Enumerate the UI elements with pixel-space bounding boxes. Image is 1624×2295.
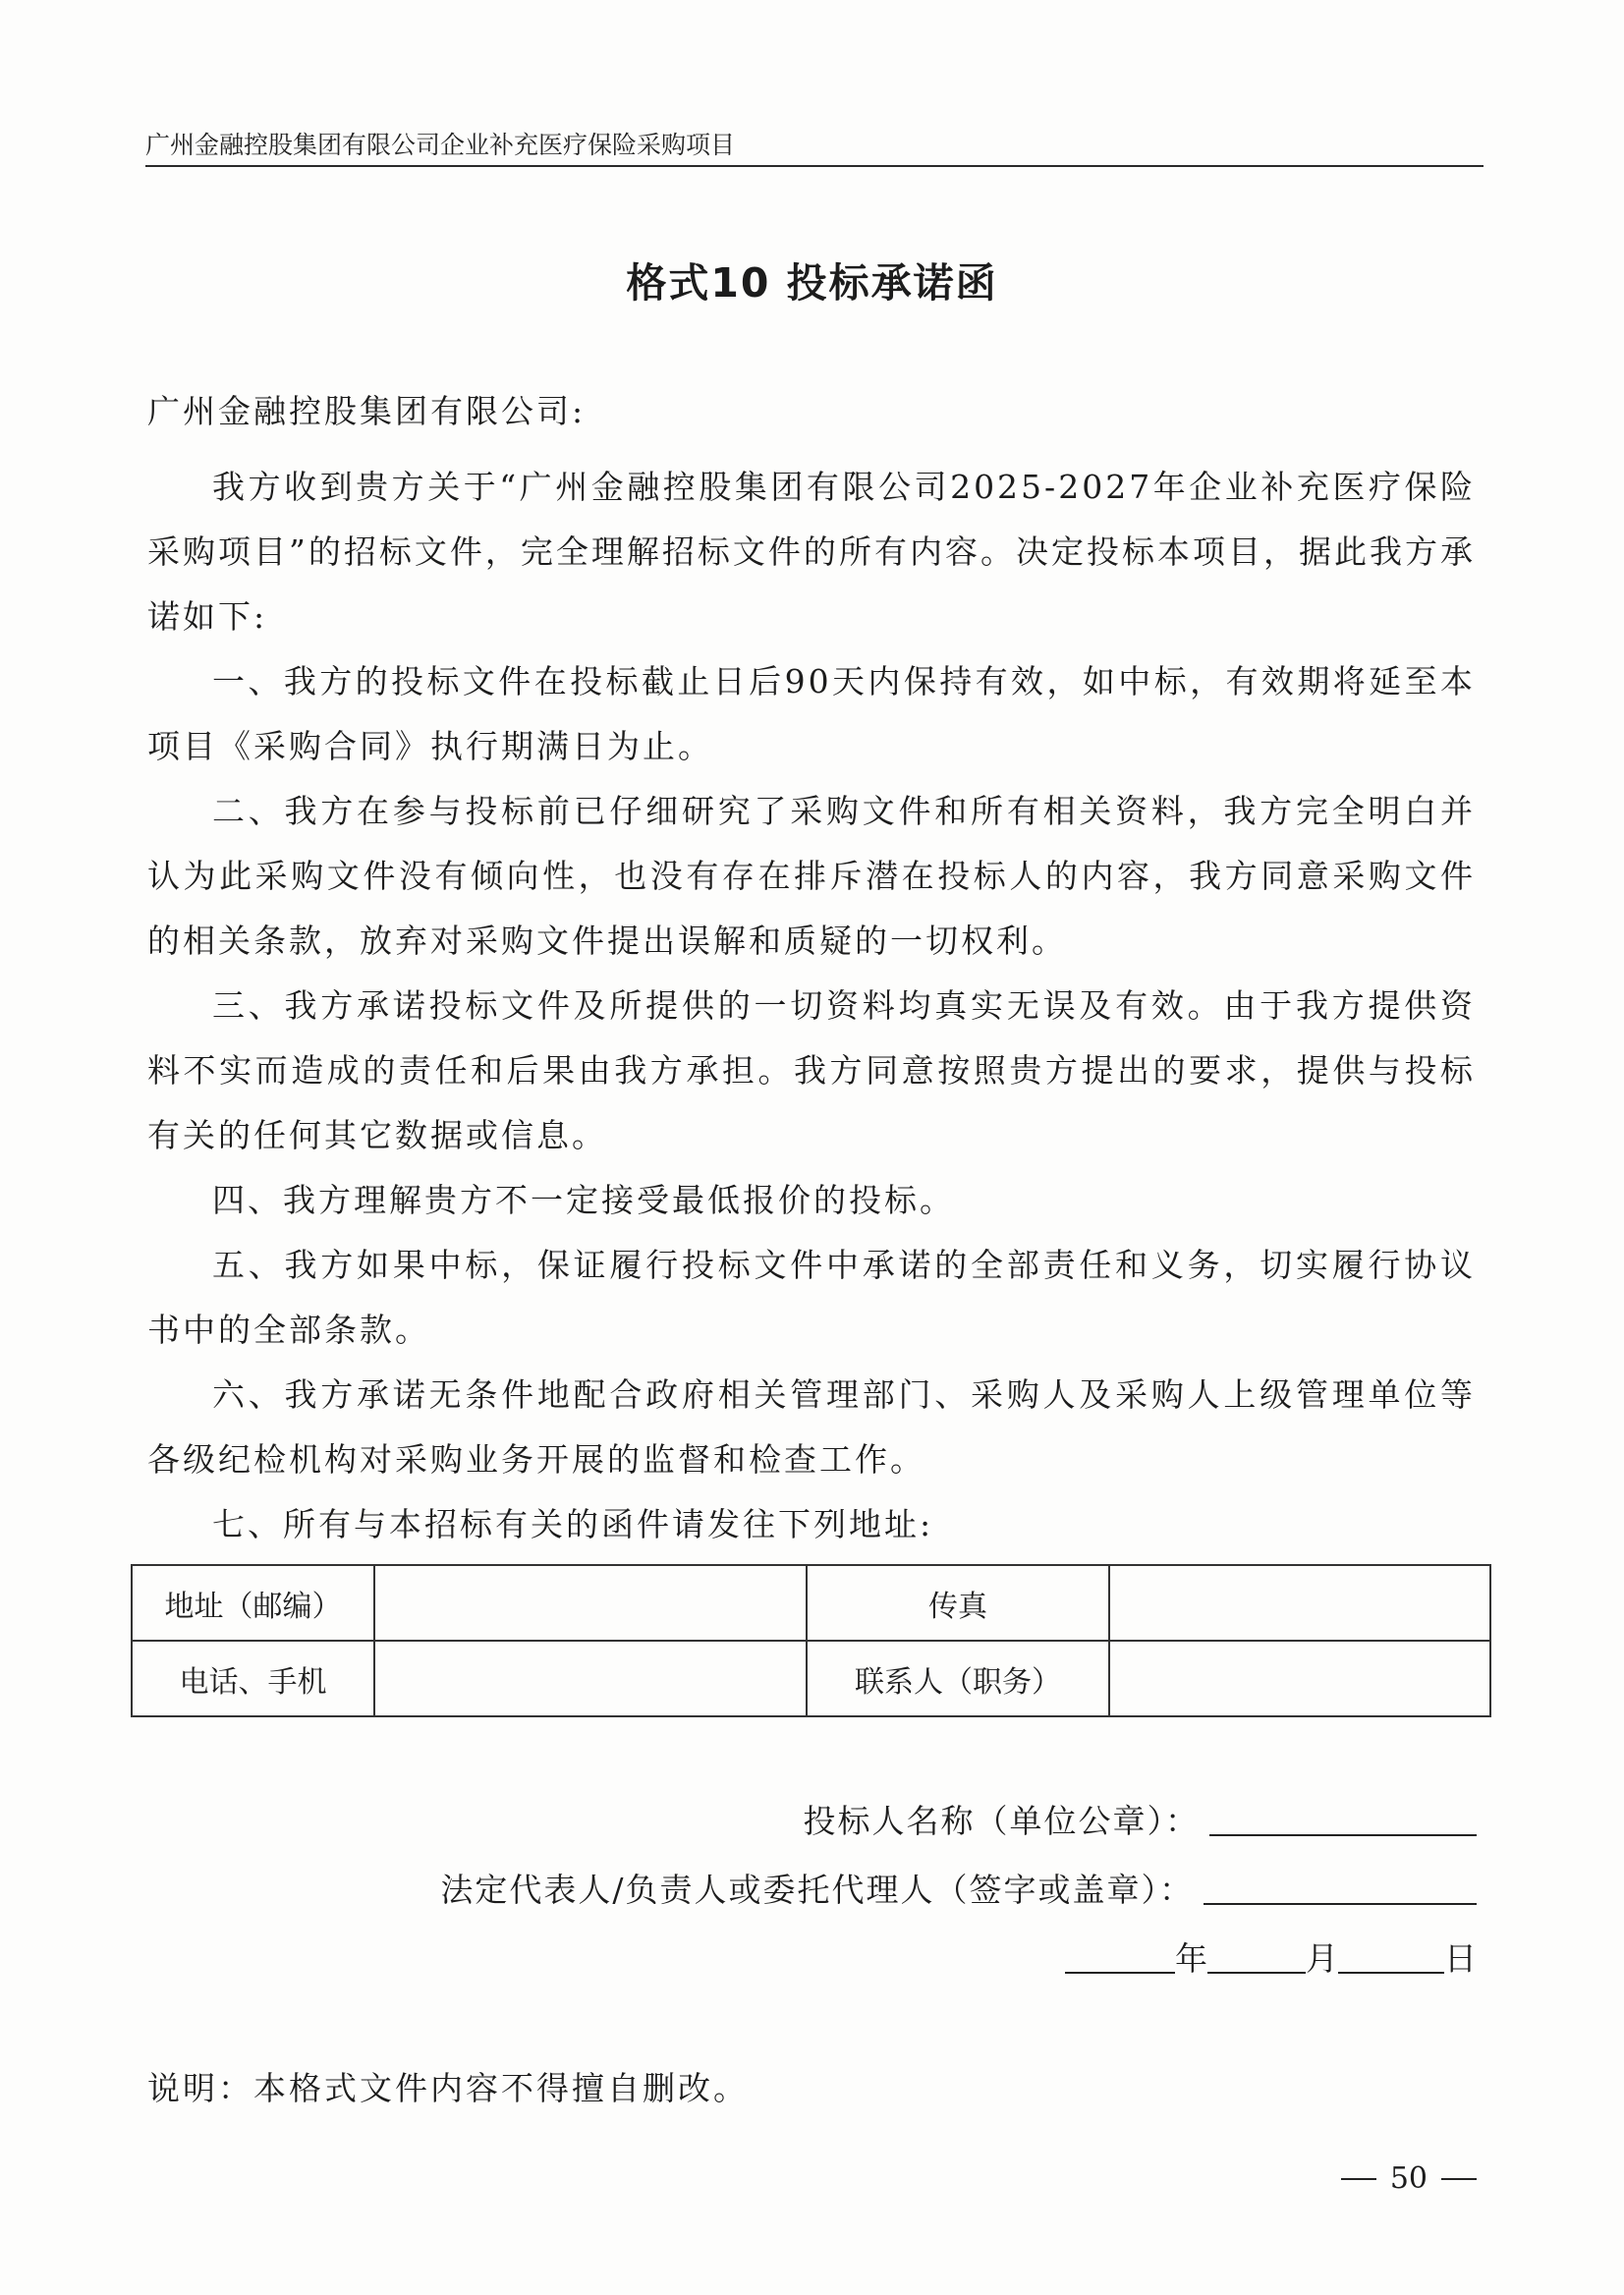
phone-field[interactable] (374, 1641, 807, 1716)
dash-left (1341, 2178, 1376, 2180)
day-blank[interactable] (1338, 1970, 1444, 1974)
page-number-text: 50 (1389, 2161, 1428, 2196)
day-label: 日 (1444, 1939, 1477, 1978)
paragraph-5: 五、我方如果中标，保证履行投标文件中承诺的全部责任和义务，切实履行协议书中的全部条款。 (147, 1246, 1476, 1349)
address-label: 地址（邮编） (132, 1565, 374, 1641)
year-blank[interactable] (1065, 1970, 1175, 1974)
paragraph-6: 六、我方承诺无条件地配合政府相关管理部门、采购人及采购人上级管理单位等各级纪检机构对采购业务开展的监督和检查工作。 (147, 1375, 1476, 1479)
paragraph-intro: 我方收到贵方关于“广州金融控股集团有限公司2025-2027年企业补充医疗保险采购项目”的招标文件，完全理解招标文件的所有内容。决定投标本项目，据此我方承诺如下: (147, 468, 1476, 636)
representative-blank[interactable] (1204, 1901, 1477, 1905)
year-label: 年 (1175, 1939, 1207, 1978)
salutation: 广州金融控股集团有限公司: (147, 392, 587, 430)
address-field[interactable] (374, 1565, 807, 1641)
paragraph-2: 二、我方在参与投标前已仔细研究了采购文件和所有相关资料，我方完全明白并认为此采购文件没有倾向性，也没有存在排斥潜在投标人的内容，我方同意采购文件的相关条款，放弃对采购文件提出误解和质疑的一切权利。 (147, 792, 1476, 960)
body-text (147, 455, 1476, 1557)
dash-right (1441, 2178, 1477, 2180)
bidder-signature-line (804, 1796, 1478, 1842)
fax-field[interactable] (1109, 1565, 1490, 1641)
bidder-label: 投标人名称（单位公章）： (803, 1802, 1200, 1840)
phone-label: 电话、手机 (132, 1641, 374, 1716)
paragraph-7: 七、所有与本招标有关的函件请发往下列地址: (212, 1505, 934, 1543)
document-title: 格式10 投标承诺函 (626, 259, 998, 307)
paragraph-3: 三、我方承诺投标文件及所提供的一切资料均真实无误及有效。由于我方提供资料不实而造成的责任和后果由我方承担。我方同意按照贵方提出的要求，提供与投标有关的任何其它数据或信息。 (147, 986, 1476, 1154)
page-header: 广州金融控股集团有限公司企业补充医疗保险采购项目 (145, 131, 736, 159)
representative-signature-line (440, 1865, 1477, 1911)
page-number (1341, 2161, 1477, 2196)
paragraph-4: 四、我方理解贵方不一定接受最低报价的投标。 (212, 1181, 955, 1219)
fax-label: 传真 (807, 1565, 1109, 1641)
note: 说明：本格式文件内容不得擅自删改。 (147, 2069, 749, 2107)
paragraph-1: 一、我方的投标文件在投标截止日后90天内保持有效，如中标，有效期将延至本项目《采购合同》执行期满日为止。 (147, 662, 1476, 765)
table-row (132, 1641, 1490, 1716)
contact-field[interactable] (1109, 1641, 1490, 1716)
month-blank[interactable] (1207, 1970, 1306, 1974)
contact-label: 联系人（职务） (807, 1641, 1109, 1716)
address-table (131, 1564, 1491, 1717)
month-label: 月 (1306, 1939, 1338, 1978)
table-row (132, 1565, 1490, 1641)
date-line (1065, 1933, 1477, 1980)
header-rule (145, 165, 1484, 167)
representative-label: 法定代表人/负责人或委托代理人（签字或盖章）： (440, 1871, 1194, 1909)
bidder-blank[interactable] (1209, 1832, 1477, 1836)
